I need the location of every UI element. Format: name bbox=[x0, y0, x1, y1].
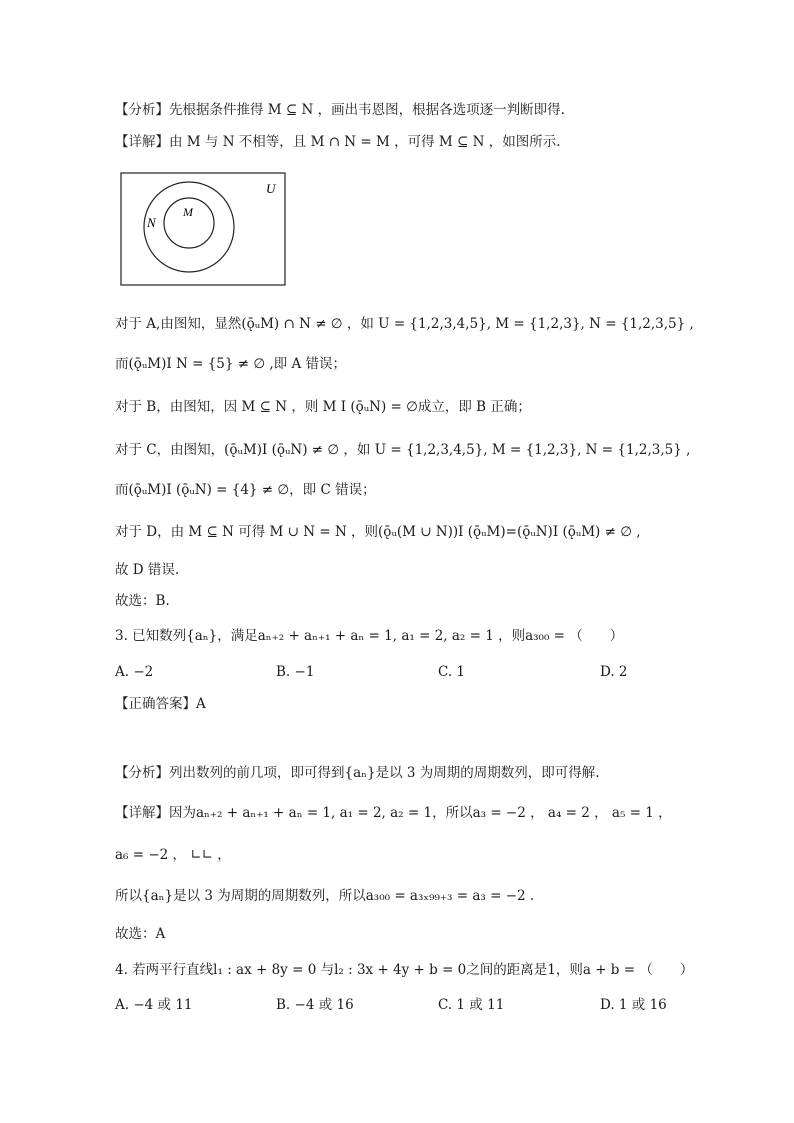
venn-diagram bbox=[120, 172, 286, 288]
set-n-circle bbox=[144, 182, 234, 272]
q3-option-a: A. −2 bbox=[115, 664, 154, 680]
q3-explanation: 【详解】因为aₙ₊₂ + aₙ₊₁ + aₙ = 1, a₁ = 2, a₂ = 1，所以a₃ = −2 ， a₄ = 2 ， a₅ = 1 ， bbox=[115, 805, 672, 821]
q4-option-d: D. 1 或 16 bbox=[600, 997, 667, 1013]
set-n-label: N bbox=[147, 215, 156, 230]
q3-option-d: D. 2 bbox=[600, 664, 628, 680]
universal-set-rect bbox=[121, 173, 285, 285]
option-a-line-2: 而(ǭᵤM)Ⅰ N = {5} ≠ ∅ ,即 A 错误； bbox=[115, 356, 347, 372]
explanation-line: 【详解】由 M 与 N 不相等，且 M ∩ N = M ，可得 M ⊆ N ，如图所示. bbox=[115, 134, 561, 150]
q3-explanation-3: 所以{aₙ}是以 3 为周期的周期数列，所以a₃₀₀ = a₃ₓ₉₉₊₃ = a₃ = −2 . bbox=[115, 888, 535, 904]
q3-analysis: 【分析】列出数列的前几项，即可得到{aₙ}是以 3 为周期的周期数列，即可得解. bbox=[115, 765, 600, 781]
analysis-line: 【分析】先根据条件推得 M ⊆ N ，画出韦恩图，根据各选项逐一判断即得. bbox=[115, 102, 565, 118]
q3-option-c: C. 1 bbox=[438, 664, 466, 680]
question-4: 4. 若两平行直线l₁ : ax + 8y = 0 与l₂ : 3x + 4y + b = 0之间的距离是1，则a + b = （ ） bbox=[115, 962, 694, 978]
q4-option-a: A. −4 或 11 bbox=[115, 997, 193, 1013]
correct-answer: 【正确答案】A bbox=[115, 696, 206, 712]
q3-answer: 故选：A bbox=[115, 926, 166, 942]
option-b-line: 对于 B，由图知，因 M ⊆ N ，则 M Ⅰ (ǭᵤN) = ∅成立，即 B 正确； bbox=[115, 399, 531, 415]
option-c-line: 对于 C，由图知，(ǭᵤM)Ⅰ (ǭᵤN) ≠ ∅ ，如 U = {1,2,3,4,5}, M = {1,2,3}, N = {1,2,3,5} , bbox=[115, 442, 691, 458]
option-d-line: 对于 D，由 M ⊆ N 可得 M ∪ N = N ，则(ǭᵤ(M ∪ N))Ⅰ (ǭᵤM)=(ǭᵤN)Ⅰ (ǭᵤM) ≠ ∅ , bbox=[115, 524, 641, 540]
q3-explanation-2: a₆ = −2 ， ∟∟ ， bbox=[115, 847, 231, 863]
universe-label: U bbox=[266, 181, 276, 196]
q3-option-b: B. −1 bbox=[276, 664, 315, 680]
question-3: 3. 已知数列{aₙ}，满足aₙ₊₂ + aₙ₊₁ + aₙ = 1, a₁ = 2, a₂ = 1 ，则a₃₀₀ = （ ） bbox=[115, 628, 624, 644]
option-a-line: 对于 A,由图知，显然(ǭᵤM) ∩ N ≠ ∅ ，如 U = {1,2,3,4,5}, M = {1,2,3}, N = {1,2,3,5} , bbox=[115, 316, 694, 332]
option-d-line-2: 故 D 错误. bbox=[115, 562, 180, 578]
q4-option-c: C. 1 或 11 bbox=[438, 997, 505, 1013]
set-m-label: M bbox=[183, 205, 193, 219]
answer-line: 故选：B. bbox=[115, 593, 170, 609]
q4-option-b: B. −4 或 16 bbox=[276, 997, 354, 1013]
option-c-line-2: 而(ǭᵤM)Ⅰ (ǭᵤN) = {4} ≠ ∅，即 C 错误； bbox=[115, 482, 376, 498]
